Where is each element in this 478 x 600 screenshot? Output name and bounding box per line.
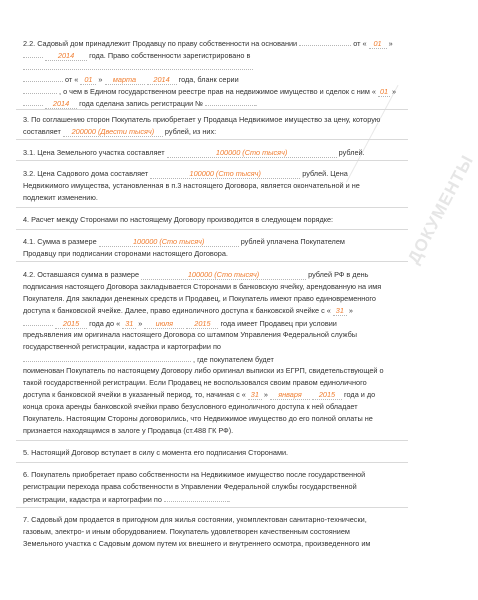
text: доступа к банковской ячейки в указанный период, то, начиная с «: [23, 390, 246, 399]
access-day-field[interactable]: 31: [248, 390, 262, 400]
month-field[interactable]: [23, 49, 43, 58]
divider: [16, 261, 408, 262]
p4-line1: [23, 214, 333, 225]
p31-line1: [23, 147, 365, 158]
p3-line2: [23, 126, 216, 137]
text: 6. Покупатель приобретает право собственности на Недвижимое имущество после государственной: [23, 470, 366, 479]
p32-line3: [23, 192, 98, 203]
p6-line1: [23, 469, 365, 480]
p6-line2: [23, 481, 357, 492]
divider: [16, 139, 408, 140]
date-day-field[interactable]: 01: [369, 39, 387, 49]
text: 7. Садовый дом продается в пригодном для жилья состоянии, укомплектован санитарно-технически,: [23, 515, 367, 524]
text: года, бланк серии: [178, 75, 239, 84]
text: Недвижимого имущества, установленная в п.3 настоящего Договора, является окончательной и не: [23, 181, 360, 190]
text: 5. Настоящий Договор вступает в силу с момента его подписания Сторонами.: [23, 448, 289, 457]
text: .: [255, 99, 258, 108]
text: поименован Покупатель по настоящему Договору либо оригинал выписки из ЕГРП, свидетельствующей о: [23, 366, 384, 375]
date-year-field[interactable]: 2014: [45, 51, 87, 61]
text: Покупателя. Для закладки денежных средств и Продавец, и Покупатель имеют право единовременного: [23, 294, 376, 303]
registry-field[interactable]: [23, 353, 191, 362]
p7-line1: [23, 514, 367, 525]
text: такой государственной регистрации. Если Продавец не воспользовался своим правом единоличного: [23, 378, 367, 387]
p42-line2: [23, 281, 381, 292]
text: газовым, электро- и иным оборудованием. Покупатель удовлетворен качественным состоянием: [23, 527, 350, 536]
record-number-field[interactable]: [205, 97, 258, 108]
p7-line3: [23, 538, 370, 549]
text: »: [348, 306, 353, 315]
text: »: [388, 39, 393, 48]
basis-field[interactable]: [299, 37, 351, 46]
text: рублей РФ в день: [308, 270, 369, 279]
text: от «: [353, 39, 367, 48]
p42-line4: [23, 305, 353, 316]
text: от «: [65, 75, 79, 84]
date-year-field[interactable]: 2014: [45, 99, 77, 109]
p22-line4: [23, 73, 239, 84]
text: рублей уплачена Покупателем: [240, 237, 345, 246]
price-house-field[interactable]: 100000 (Сто тысяч): [150, 169, 300, 179]
p22-line5: [23, 85, 396, 96]
p42-line1: [23, 269, 368, 280]
watermark-text: ДОКУМЕНТЫ: [404, 151, 478, 267]
divider: [16, 440, 408, 441]
text: года имеет Продавец при условии: [220, 319, 337, 328]
text: регистрации, кадастра и картографии по: [23, 495, 162, 504]
p42-line3: [23, 293, 376, 304]
p42-line14: [23, 425, 233, 436]
text: конца срока аренды банковской ячейки право безусловного единоличного доступа к ней обладает: [23, 402, 358, 411]
registry-field[interactable]: [164, 493, 228, 502]
text: Земельного участка с Садовым домом путем их внешнего и внутреннего осмотра, произведенного им: [23, 539, 371, 548]
sum1-field[interactable]: 100000 (Сто тысяч): [99, 237, 239, 247]
text: регистрации перехода права собственности в Управлении Федеральной службы государственной: [23, 482, 357, 491]
p42-line7: [23, 341, 221, 352]
text: »: [98, 75, 103, 84]
divider: [16, 207, 408, 208]
p3-line1: [23, 114, 380, 125]
p42-line12: [23, 401, 358, 412]
text: 3.1. Цена Земельного участка составляет: [23, 148, 165, 157]
p41-line1: [23, 236, 345, 247]
p42-line10: [23, 377, 367, 388]
p42-line6: [23, 329, 357, 340]
text: .: [227, 495, 230, 504]
registry-field[interactable]: [23, 61, 253, 70]
text: года сделана запись регистрации №: [79, 99, 204, 108]
divider: [16, 507, 408, 508]
lease-day-field[interactable]: 31: [122, 319, 136, 329]
sum2-field[interactable]: 100000 (Сто тысяч): [141, 270, 306, 280]
watermark-line: [346, 85, 399, 183]
text: 4.2. Оставшаяся сумма в размере: [23, 270, 140, 279]
p22-line1: [23, 37, 393, 48]
text: подлежит изменению.: [23, 193, 98, 202]
divider: [16, 229, 408, 230]
text: Покупатель. Настоящим Стороны договорились, что Недвижимое имущество до его полной оплаты не: [23, 414, 373, 423]
series-field[interactable]: [23, 85, 57, 94]
text: года до «: [89, 319, 121, 328]
p7-line2: [23, 526, 350, 537]
text: »: [138, 319, 143, 328]
text: рублей, из них:: [164, 127, 217, 136]
month-field[interactable]: [23, 97, 43, 106]
month-field[interactable]: [23, 317, 53, 326]
text: рублей.: [338, 148, 365, 157]
p22-line2: [23, 49, 250, 60]
p32-line1: [23, 168, 348, 179]
p32-line2: [23, 180, 360, 191]
text: 3.2. Цена Садового дома составляет: [23, 169, 149, 178]
text: предъявления им оригинала настоящего Договора со штампом Управления Федеральной службы: [23, 330, 358, 339]
divider: [16, 160, 408, 161]
text: 4.1. Сумма в размере: [23, 237, 97, 246]
p42-line5: [23, 317, 337, 328]
text: »: [392, 87, 397, 96]
p41-line2: [23, 248, 228, 259]
access-month-field[interactable]: января: [270, 390, 310, 400]
p6-line3: [23, 493, 230, 504]
text: 3. По соглашению сторон Покупатель приобретает у Продавца Недвижимое имущество за цену, которую: [23, 115, 381, 124]
text: рублей. Цена: [302, 169, 348, 178]
lease-year-field[interactable]: 2015: [55, 319, 87, 329]
text: , где покупателем будет: [193, 355, 274, 364]
text: доступа к банковской ячейке. Далее, право единоличного доступа к банковской ячейке с «: [23, 306, 331, 315]
text: признается находящимся в залоге у Продавца (ст.488 ГК РФ).: [23, 426, 234, 435]
date-year-field[interactable]: 2014: [147, 75, 177, 85]
p5-line1: [23, 447, 288, 458]
p42-line13: [23, 413, 373, 424]
text: 4. Расчет между Сторонами по настоящему Договору производится в следующем порядке:: [23, 215, 334, 224]
divider: [16, 109, 408, 110]
access-year-field[interactable]: 2015: [312, 390, 342, 400]
p22-line6: [23, 97, 257, 108]
p42-line9: [23, 365, 384, 376]
text: Продавцу при подписании сторонами настоящего Договора.: [23, 249, 228, 258]
p42-line11: [23, 389, 375, 400]
text: »: [263, 390, 268, 399]
p22-line3: [23, 61, 253, 72]
text: 2.2. Садовый дом принадлежит Продавцу по праву собственности на основании: [23, 39, 298, 48]
date-day-field[interactable]: 01: [379, 87, 389, 96]
date-month-field[interactable]: марта: [105, 75, 145, 85]
text: подписания настоящего Договора закладывается Сторонами в банковскую ячейку, арендованную на имя: [23, 282, 382, 291]
text: , о чем в Едином государственном реестре прав на недвижимое имущество и сделок с ним «: [59, 87, 376, 96]
text: года и до: [344, 390, 376, 399]
p42-line8: [23, 353, 274, 364]
lease-day-field[interactable]: 31: [333, 306, 347, 316]
price-land-field[interactable]: 100000 (Сто тысяч): [167, 148, 337, 158]
text: составляет: [23, 127, 61, 136]
divider: [16, 462, 408, 463]
date-day-field[interactable]: 01: [80, 75, 96, 85]
lease-month-field[interactable]: июля: [144, 319, 184, 329]
text: государственной регистрации, кадастра и картографии по: [23, 342, 221, 351]
text: года. Право собственности зарегистрировано в: [89, 51, 251, 60]
registry-field[interactable]: [23, 73, 63, 82]
lease-year-field[interactable]: 2015: [186, 319, 218, 329]
price-total-field[interactable]: 200000 (Двести тысяч): [63, 127, 163, 137]
